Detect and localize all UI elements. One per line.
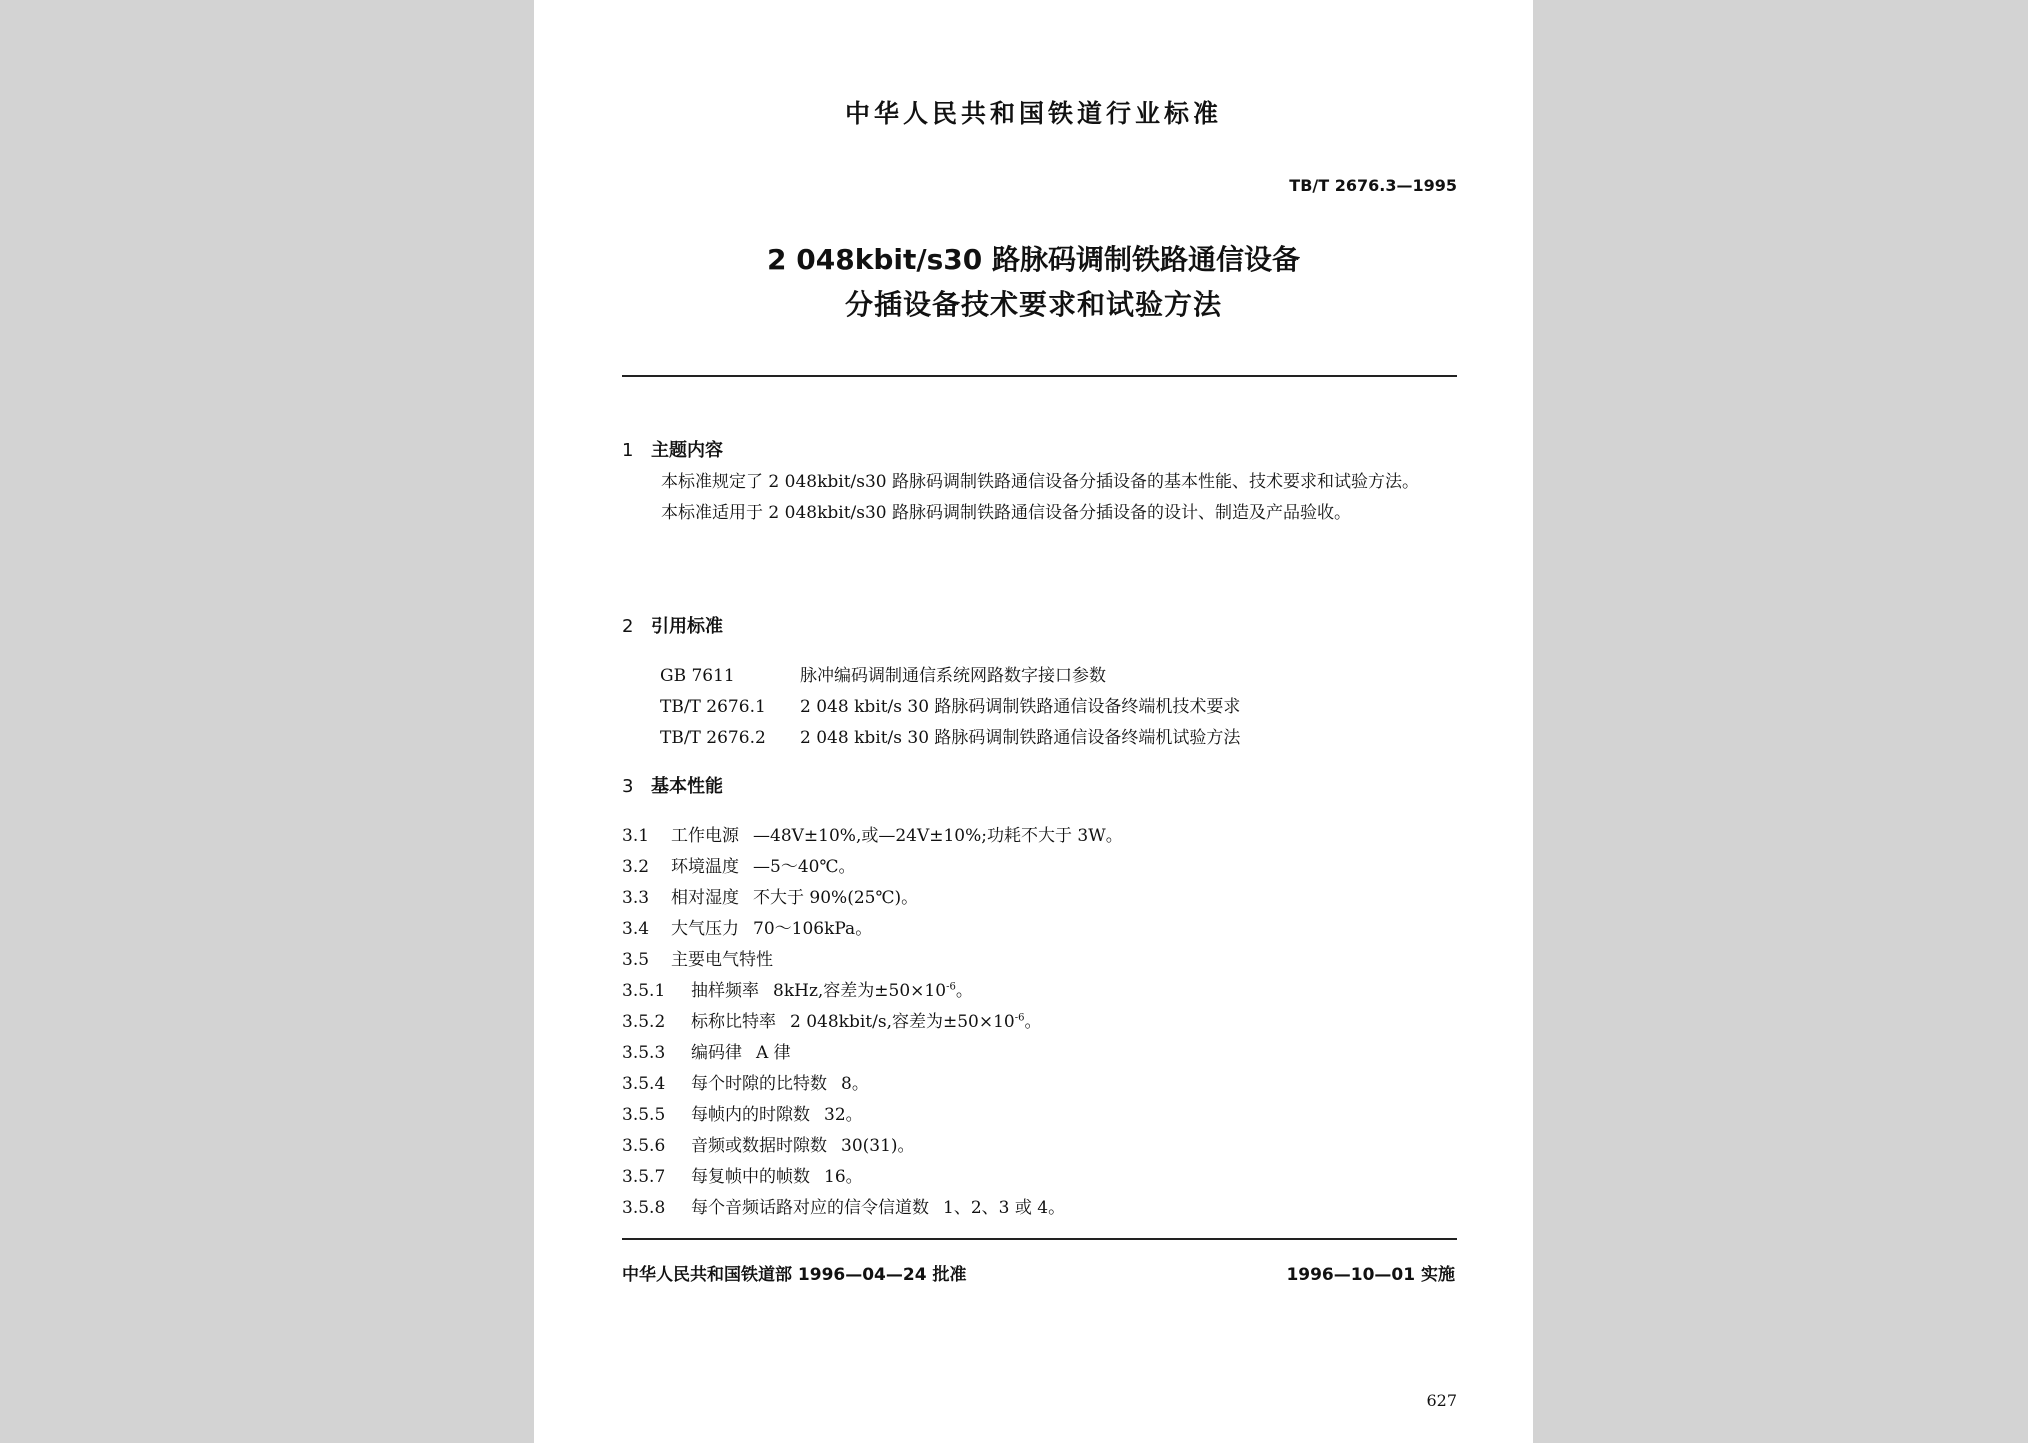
approval-date: 中华人民共和国铁道部 1996—04—24 批准 [622, 1265, 967, 1285]
spec-value: A 律 [756, 1043, 791, 1063]
spec-value: —48V±10%,或—24V±10%;功耗不大于 3W。 [753, 826, 1123, 846]
spec-subitem [622, 1038, 791, 1063]
spec-value: 2 048kbit/s,容差为±50×10 [790, 1012, 1015, 1032]
reference-title: 2 048 kbit/s 30 路脉码调制铁路通信设备终端机技术要求 [800, 697, 1241, 717]
spec-value: 8。 [841, 1074, 869, 1094]
spec-label: 环境温度 [671, 857, 739, 877]
section-3-title: 基本性能 [651, 776, 723, 797]
spec-number: 3.2 [622, 857, 650, 877]
spec-label: 相对湿度 [671, 888, 739, 908]
standard-org-title: 中华人民共和国铁道行业标准 [844, 99, 1222, 128]
spec-item [622, 945, 773, 970]
spec-subitem [622, 1007, 1041, 1032]
spec-item [622, 821, 1123, 846]
spec-subitem [622, 1100, 863, 1125]
section-1-heading [622, 436, 723, 462]
spec-number: 3.5.4 [622, 1074, 666, 1094]
spec-subitem [622, 1162, 863, 1187]
spec-number: 3.5.6 [622, 1136, 666, 1156]
spec-subitem [622, 1193, 1065, 1218]
spec-value: —5～40℃。 [753, 857, 856, 877]
spec-label: 主要电气特性 [671, 950, 773, 970]
section-1-paragraph-1: 本标准规定了 2 048kbit/s30 路脉码调制铁路通信设备分插设备的基本性能、技术要求和试验方法。 [661, 472, 1420, 492]
reference-item [660, 692, 1240, 717]
spec-label: 音频或数据时隙数 [691, 1136, 827, 1156]
spec-exponent: -6 [946, 981, 956, 993]
document-page [534, 0, 1533, 1443]
spec-item [622, 914, 872, 939]
title-divider [622, 375, 1457, 377]
spec-number: 3.5.3 [622, 1043, 666, 1063]
spec-label: 每复帧中的帧数 [691, 1167, 810, 1187]
spec-number: 3.5.2 [622, 1012, 666, 1032]
spec-subitem [622, 1069, 869, 1094]
spec-number: 3.5.8 [622, 1198, 666, 1218]
section-2-title: 引用标准 [651, 616, 723, 637]
section-1-number: 1 [622, 440, 634, 461]
spec-subitem [622, 976, 973, 1001]
spec-number: 3.5.1 [622, 981, 666, 1001]
section-2-heading [622, 612, 723, 638]
spec-tail: 。 [1024, 1012, 1042, 1032]
reference-item [660, 723, 1240, 748]
spec-label: 编码律 [691, 1043, 742, 1063]
footer-divider [622, 1238, 1457, 1240]
section-2-number: 2 [622, 616, 634, 637]
spec-value: 不大于 90%(25℃)。 [753, 888, 919, 908]
reference-item [660, 661, 1106, 686]
reference-title: 脉冲编码调制通信系统网路数字接口参数 [800, 666, 1106, 686]
spec-number: 3.5.7 [622, 1167, 666, 1187]
spec-label: 抽样频率 [691, 981, 759, 1001]
spec-subitem [622, 1131, 915, 1156]
section-3-heading [622, 772, 723, 798]
spec-item [622, 852, 855, 877]
document-title-line2: 分插设备技术要求和试验方法 [844, 288, 1222, 321]
spec-number: 3.1 [622, 826, 650, 846]
spec-number: 3.4 [622, 919, 650, 939]
section-1-title: 主题内容 [651, 440, 723, 461]
spec-value: 70～106kPa。 [753, 919, 873, 939]
reference-code: TB/T 2676.1 [660, 697, 766, 717]
spec-value: 32。 [824, 1105, 863, 1125]
implementation-date: 1996—10—01 实施 [1286, 1265, 1455, 1285]
spec-value: 8kHz,容差为±50×10 [773, 981, 947, 1001]
spec-label: 工作电源 [671, 826, 739, 846]
spec-exponent: -6 [1014, 1012, 1025, 1024]
spec-item [622, 883, 918, 908]
spec-value: 30(31)。 [841, 1136, 915, 1156]
page-number: 627 [1426, 1391, 1457, 1410]
document-title-line1: 2 048kbit/s30 路脉码调制铁路通信设备 [767, 243, 1300, 276]
spec-label: 大气压力 [671, 919, 739, 939]
reference-code: GB 7611 [660, 666, 735, 686]
spec-value: 1、2、3 或 4。 [943, 1198, 1066, 1218]
spec-label: 标称比特率 [691, 1012, 776, 1032]
spec-value: 16。 [824, 1167, 863, 1187]
spec-number: 3.5 [622, 950, 650, 970]
spec-label: 每帧内的时隙数 [691, 1105, 810, 1125]
reference-code: TB/T 2676.2 [660, 728, 766, 748]
spec-number: 3.3 [622, 888, 650, 908]
section-1-paragraph-2: 本标准适用于 2 048kbit/s30 路脉码调制铁路通信设备分插设备的设计、制造及产品验收。 [661, 503, 1352, 523]
standard-number: TB/T 2676.3—1995 [1289, 176, 1457, 195]
reference-title: 2 048 kbit/s 30 路脉码调制铁路通信设备终端机试验方法 [800, 728, 1241, 748]
section-3-number: 3 [622, 776, 634, 797]
spec-number: 3.5.5 [622, 1105, 666, 1125]
spec-label: 每个时隙的比特数 [691, 1074, 827, 1094]
section-1-body [622, 467, 1457, 529]
spec-tail: 。 [955, 981, 973, 1001]
spec-label: 每个音频话路对应的信令信道数 [691, 1198, 929, 1218]
